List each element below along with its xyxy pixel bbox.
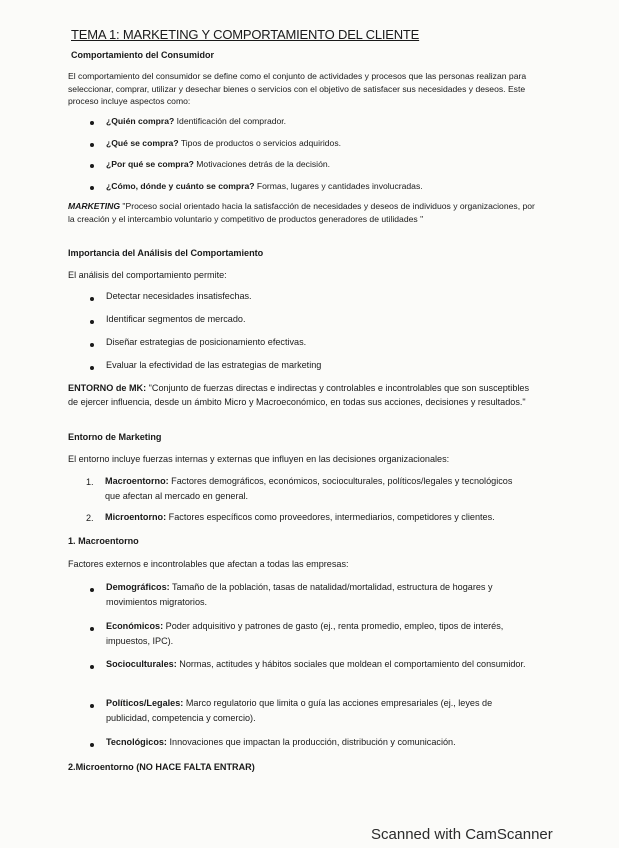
list-item: Socioculturales: Normas, actitudes y hábitos sociales que moldean el comportamiento del consumidor. [106,659,526,669]
entorno-definition: ENTORNO de MK: "Conjunto de fuerzas directas e indirectas y controlables e incontrolables que son susceptibles de ejercer influencia, desde un ámbito Micro y Macroeconómico, en todas sus acciones, decisiones y resultados." [68,383,529,407]
macroentorno-intro: Factores externos e incontrolables que afectan a todas las empresas: [68,559,349,569]
bullet-dot [90,164,94,168]
marketing-definition: MARKETING "Proceso social orientado hacia la satisfacción de necesidades y deseos de individuos y organizaciones, por la creación y el intercambio voluntario y competitivo de productos generadores de utilidades " [68,201,535,224]
bullet-dot [90,743,94,747]
environment-intro: El entorno incluye fuerzas internas y externas que influyen en las decisiones organizacionales: [68,454,450,464]
bullet-dot [90,343,94,347]
list-item: Microentorno: Factores específicos como proveedores, intermediarios, competidores y clientes. [105,512,495,522]
importance-intro: El análisis del comportamiento permite: [68,270,227,280]
bullet-dot [90,121,94,125]
bullet-dot [90,704,94,708]
list-number: 2. [86,513,94,523]
document-title: TEMA 1: MARKETING Y COMPORTAMIENTO DEL CLIENTE [71,27,420,42]
scanner-watermark: Scanned with CamScanner [371,826,553,843]
list-item: ¿Quién compra? Identificación del comprador. [106,116,287,126]
list-item: Demográficos: Tamaño de la población, tasas de natalidad/mortalidad, estructura de hogares y movimientos migratorios. [106,582,493,607]
section-heading-macroentorno: 1. Macroentorno [68,536,139,546]
bullet-dot [90,320,94,324]
bullet-dot [90,366,94,370]
list-number: 1. [86,477,94,487]
bullet-dot [90,297,94,301]
list-item: ¿Por qué se compra? Motivaciones detrás de la decisión. [106,159,331,169]
bullet-dot [90,665,94,669]
list-item: Evaluar la efectividad de las estrategias de marketing [106,360,322,370]
section-heading-importance: Importancia del Análisis del Comportamiento [68,248,264,258]
bullet-dot [90,186,94,190]
list-item: Macroentorno: Factores demográficos, económicos, socioculturales, políticos/legales y tecnológicos que afectan al mercado en general. [105,476,513,501]
section-heading-marketing-environment: Entorno de Marketing [68,432,162,442]
list-item: Políticos/Legales: Marco regulatorio que limita o guía las acciones empresariales (ej., leyes de publicidad, competencia y comercio). [106,698,493,723]
list-item: ¿Qué se compra? Tipos de productos o servicios adquiridos. [106,138,342,148]
list-item: Identificar segmentos de mercado. [106,314,246,324]
section-heading-consumer-behavior: Comportamiento del Consumidor [71,50,215,60]
list-item: Detectar necesidades insatisfechas. [106,291,252,301]
section-heading-microentorno: 2.Microentorno (NO HACE FALTA ENTRAR) [68,762,255,772]
bullet-dot [90,588,94,592]
list-item: Tecnológicos: Innovaciones que impactan la producción, distribución y comunicación. [106,737,456,747]
list-item: ¿Cómo, dónde y cuánto se compra? Formas, lugares y cantidades involucradas. [106,181,423,191]
bullet-dot [90,143,94,147]
list-item: Económicos: Poder adquisitivo y patrones de gasto (ej., renta promedio, empleo, tipos de interés, impuestos, IPC). [106,621,504,646]
consumer-behavior-paragraph: El comportamiento del consumidor se define como el conjunto de actividades y procesos que las personas realizan para seleccionar, comprar, utilizar y desechar bienes o servicios con el objetivo de satisfacer sus necesidades y deseos. Este proceso incluye aspectos como: [68,71,527,106]
list-item: Diseñar estrategias de posicionamiento efectivas. [106,337,307,347]
bullet-dot [90,627,94,631]
